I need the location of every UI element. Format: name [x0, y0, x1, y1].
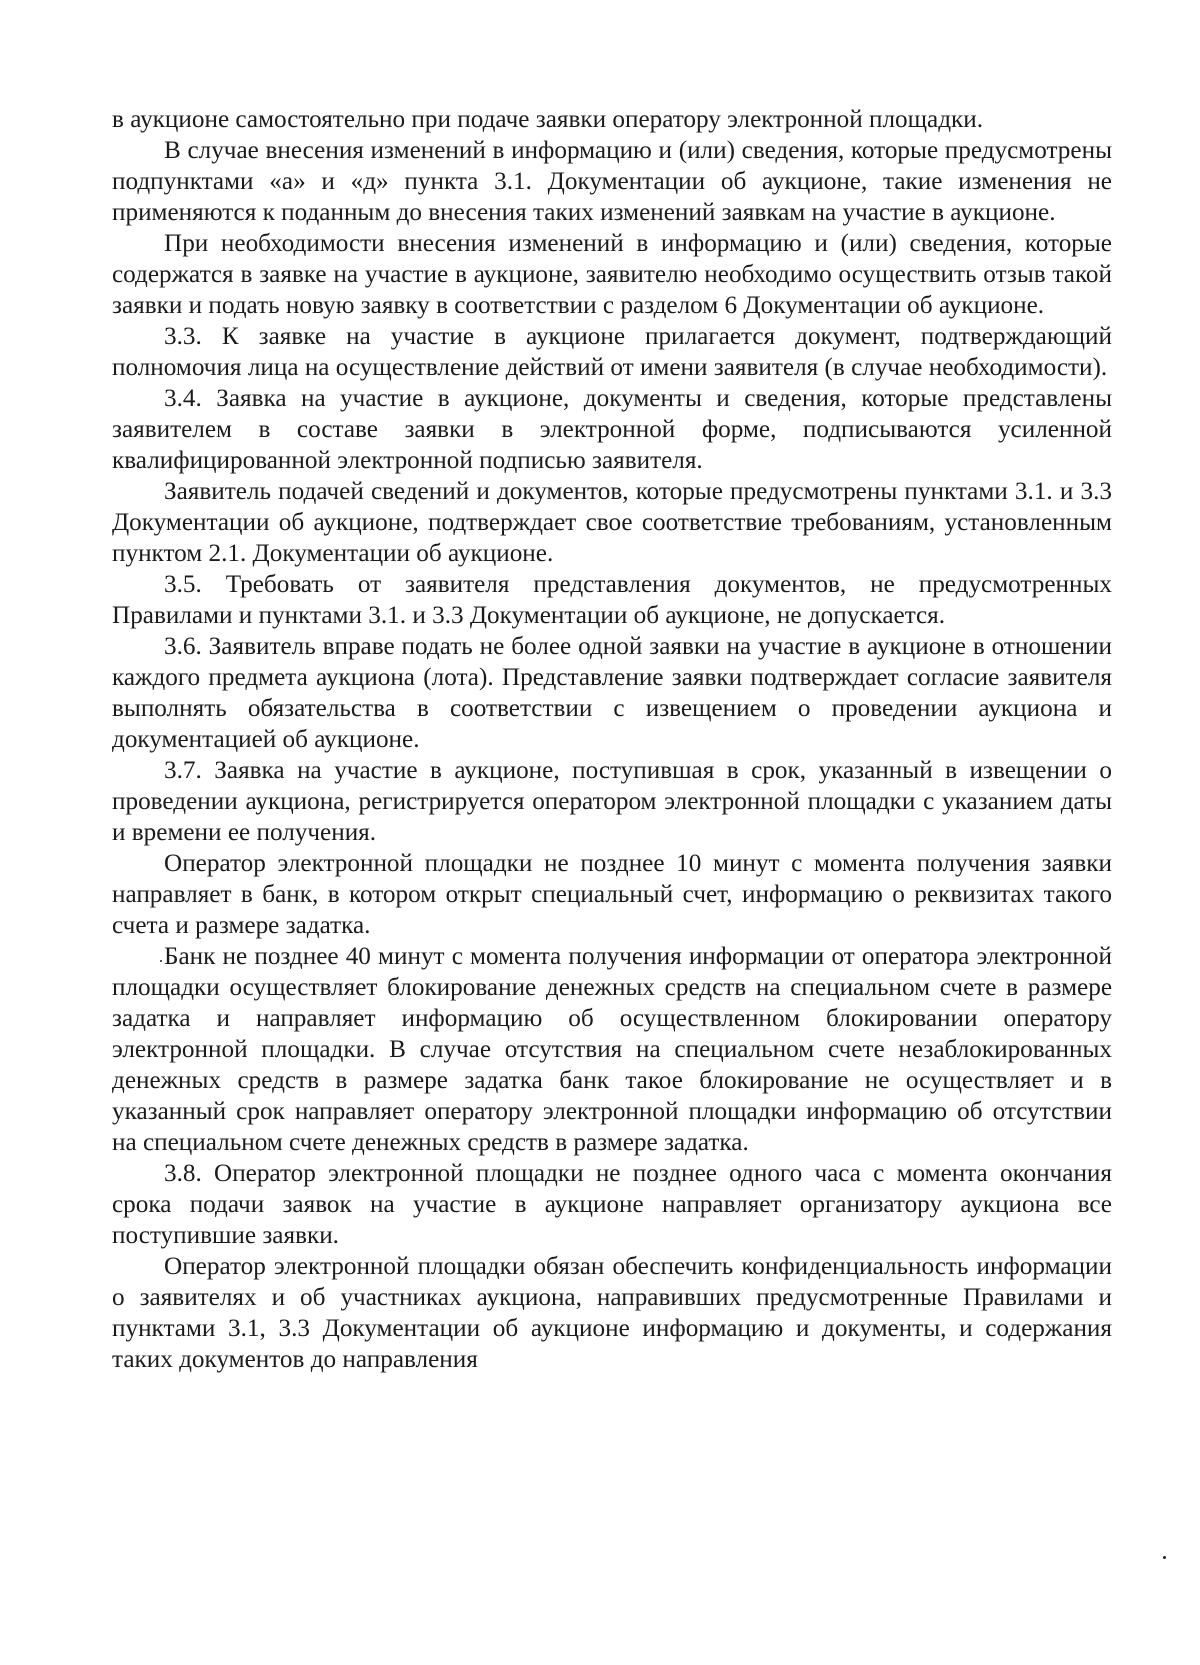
clause-3-6: 3.6. Заявитель вправе подать не более одной заявки на участие в аукционе в отношении каждого предмета аукциона (лота). Представление заявки подтверждает согласие заявителя выполнять обязательства в соответствии с извещением о проведении аукциона и документацией об аукционе.: [112, 633, 1112, 753]
scan-speck: [1163, 1556, 1166, 1559]
paragraph-withdraw-and-resubmit: При необходимости внесения изменений в информацию и (или) сведения, которые содержатся в заявке на участие в аукционе, заявителю необходимо осуществить отзыв такой заявки и подать новую заявку в соответствии с разделом 6 Документации об аукционе.: [112, 230, 1112, 319]
paragraph-confidentiality: Оператор электронной площадки обязан обеспечить конфиденциальность информации о заявителях и об участниках аукциона, направивших предусмотренные Правилами и пунктами 3.1, 3.3 Документации об аукционе информацию и документы, и содержания таких документов до направления: [112, 1253, 1112, 1373]
paragraph-applicant-compliance: Заявитель подачей сведений и документов, которые предусмотрены пунктами 3.1. и 3.3 Документации об аукционе, подтверждает свое соответствие требованиям, установленным пунктом 2.1. Документации об аукционе.: [112, 478, 1112, 567]
clause-3-3: 3.3. К заявке на участие в аукционе прилагается документ, подтверждающий полномочия лица на осуществление действий от имени заявителя (в случае необходимости).: [112, 323, 1112, 381]
paragraph-continuation: в аукционе самостоятельно при подаче заявки оператору электронной площадки.: [112, 106, 984, 133]
paragraph-changes-not-applied: В случае внесения изменений в информацию и (или) сведения, которые предусмотрены подпунктами «а» и «д» пункта 3.1. Документации об аукционе, такие изменения не применяются к поданным до внесения таких изменений заявкам на участие в аукционе.: [112, 137, 1112, 226]
clause-3-4: 3.4. Заявка на участие в аукционе, документы и сведения, которые представлены заявителем в составе заявки в электронной форме, подписываются усиленной квалифицированной электронной подписью заявителя.: [112, 385, 1112, 474]
document-page: [112, 104, 1112, 1375]
paragraph-bank-blocking: Банк не позднее 40 минут с момента получения информации от оператора электронной площадки осуществляет блокирование денежных средств на специальном счете в размере задатка и направляет информацию об осуществленном блокировании оператору электронной площадки. В случае отсутствия на специальном счете незаблокированных денежных средств в размере задатка банк такое блокирование не осуществляет и в указанный срок направляет оператору электронной площадки информацию об отсутствии на специальном счете денежных средств в размере задатка.: [112, 943, 1112, 1156]
clause-3-8: 3.8. Оператор электронной площадки не позднее одного часа с момента окончания срока подачи заявок на участие в аукционе направляет организатору аукциона все поступившие заявки.: [112, 1160, 1112, 1249]
clause-3-5: 3.5. Требовать от заявителя представления документов, не предусмотренных Правилами и пунктами 3.1. и 3.3 Документации об аукционе, не допускается.: [112, 571, 1112, 629]
clause-3-7: 3.7. Заявка на участие в аукционе, поступившая в срок, указанный в извещении о проведении аукциона, регистрируется оператором электронной площадки с указанием даты и времени ее получения.: [112, 757, 1112, 846]
scan-speck: [160, 960, 162, 962]
paragraph-operator-to-bank: Оператор электронной площадки не позднее 10 минут с момента получения заявки направляет в банк, в котором открыт специальный счет, информацию о реквизитах такого счета и размере задатка.: [112, 850, 1112, 939]
